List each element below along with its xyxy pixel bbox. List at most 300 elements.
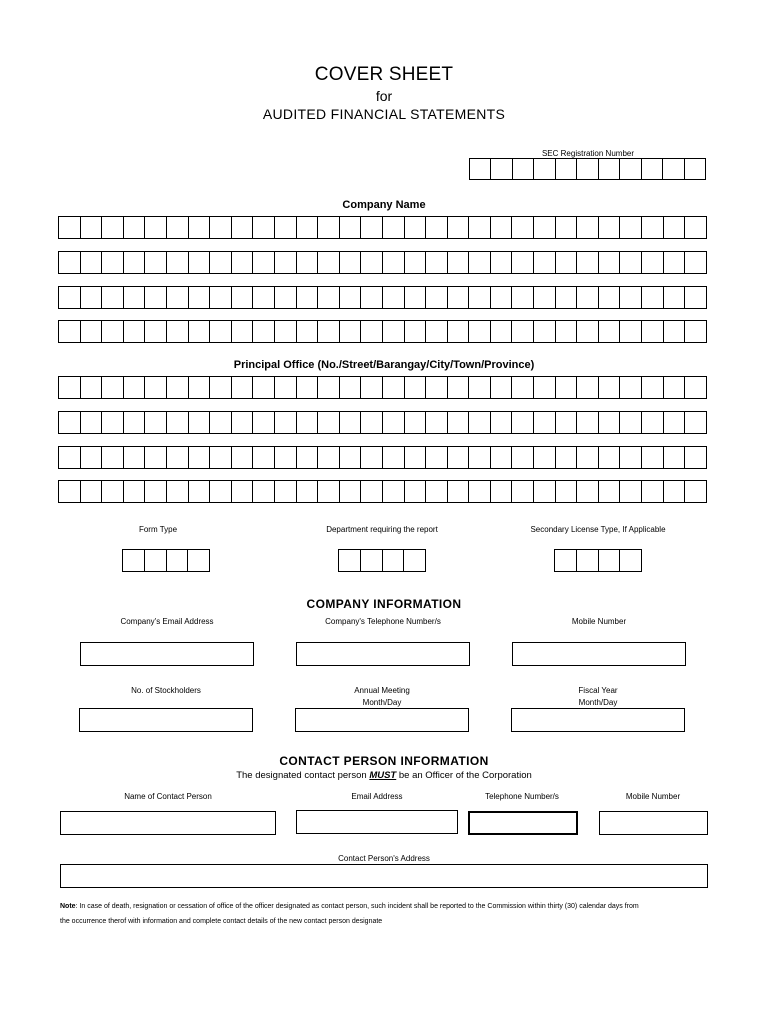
char-cell[interactable] bbox=[297, 481, 319, 502]
contact-address-field[interactable] bbox=[60, 864, 708, 888]
char-cell[interactable] bbox=[124, 447, 146, 468]
char-cell[interactable] bbox=[577, 447, 599, 468]
company-name-row-3[interactable] bbox=[58, 286, 707, 309]
char-cell[interactable] bbox=[124, 287, 146, 308]
char-cell[interactable] bbox=[469, 287, 491, 308]
char-cell[interactable] bbox=[642, 159, 663, 179]
char-cell[interactable] bbox=[642, 412, 664, 433]
char-cell[interactable] bbox=[685, 287, 706, 308]
char-cell[interactable] bbox=[145, 550, 167, 571]
char-cell[interactable] bbox=[664, 481, 686, 502]
char-cell[interactable] bbox=[339, 550, 361, 571]
char-cell[interactable] bbox=[642, 447, 664, 468]
char-cell[interactable] bbox=[167, 252, 189, 273]
char-cell[interactable] bbox=[555, 550, 577, 571]
char-cell[interactable] bbox=[81, 287, 103, 308]
char-cell[interactable] bbox=[556, 217, 578, 238]
char-cell[interactable] bbox=[642, 321, 664, 342]
char-cell[interactable] bbox=[167, 287, 189, 308]
char-cell[interactable] bbox=[318, 412, 340, 433]
contact-person-note bbox=[0, 770, 768, 781]
char-cell[interactable] bbox=[188, 550, 209, 571]
char-cell[interactable] bbox=[491, 321, 513, 342]
char-cell[interactable] bbox=[210, 252, 232, 273]
char-cell[interactable] bbox=[664, 217, 686, 238]
char-cell[interactable] bbox=[599, 447, 621, 468]
char-cell[interactable] bbox=[404, 550, 425, 571]
char-cell[interactable] bbox=[210, 321, 232, 342]
char-cell[interactable] bbox=[81, 447, 103, 468]
company-telephone-field[interactable] bbox=[296, 642, 470, 666]
char-cell[interactable] bbox=[620, 377, 642, 398]
char-cell[interactable] bbox=[556, 481, 578, 502]
char-cell[interactable] bbox=[512, 412, 534, 433]
char-cell[interactable] bbox=[210, 481, 232, 502]
char-cell[interactable] bbox=[297, 287, 319, 308]
char-cell[interactable] bbox=[663, 159, 684, 179]
char-cell[interactable] bbox=[469, 481, 491, 502]
char-cell[interactable] bbox=[469, 217, 491, 238]
char-cell[interactable] bbox=[405, 377, 427, 398]
char-cell[interactable] bbox=[469, 447, 491, 468]
char-cell[interactable] bbox=[232, 377, 254, 398]
char-cell[interactable] bbox=[383, 447, 405, 468]
char-cell[interactable] bbox=[81, 481, 103, 502]
char-cell[interactable] bbox=[189, 412, 211, 433]
char-cell[interactable] bbox=[599, 287, 621, 308]
char-cell[interactable] bbox=[297, 412, 319, 433]
char-cell[interactable] bbox=[59, 481, 81, 502]
char-cell[interactable] bbox=[340, 377, 362, 398]
char-cell[interactable] bbox=[577, 412, 599, 433]
char-cell[interactable] bbox=[167, 412, 189, 433]
char-cell[interactable] bbox=[361, 447, 383, 468]
char-cell[interactable] bbox=[189, 252, 211, 273]
annual-meeting-field[interactable] bbox=[295, 708, 469, 732]
char-cell[interactable] bbox=[189, 287, 211, 308]
char-cell[interactable] bbox=[297, 217, 319, 238]
principal-office-row-1[interactable] bbox=[58, 376, 707, 399]
char-cell[interactable] bbox=[685, 159, 705, 179]
char-cell[interactable] bbox=[340, 447, 362, 468]
char-cell[interactable] bbox=[275, 377, 297, 398]
char-cell[interactable] bbox=[491, 252, 513, 273]
char-cell[interactable] bbox=[232, 252, 254, 273]
char-cell[interactable] bbox=[512, 377, 534, 398]
company-name-label: Company Name bbox=[342, 199, 426, 211]
char-cell[interactable] bbox=[383, 550, 405, 571]
char-cell[interactable] bbox=[577, 252, 599, 273]
char-cell[interactable] bbox=[620, 447, 642, 468]
char-cell[interactable] bbox=[59, 217, 81, 238]
char-cell[interactable] bbox=[469, 252, 491, 273]
char-cell[interactable] bbox=[102, 217, 124, 238]
char-cell[interactable] bbox=[685, 447, 706, 468]
char-cell[interactable] bbox=[599, 159, 620, 179]
char-cell[interactable] bbox=[275, 287, 297, 308]
char-cell[interactable] bbox=[124, 217, 146, 238]
char-cell[interactable] bbox=[599, 481, 621, 502]
char-cell[interactable] bbox=[275, 481, 297, 502]
char-cell[interactable] bbox=[664, 447, 686, 468]
char-cell[interactable] bbox=[232, 321, 254, 342]
company-mobile-field[interactable] bbox=[512, 642, 686, 666]
char-cell[interactable] bbox=[232, 287, 254, 308]
char-cell[interactable] bbox=[275, 217, 297, 238]
char-cell[interactable] bbox=[512, 287, 534, 308]
char-cell[interactable] bbox=[599, 252, 621, 273]
char-cell[interactable] bbox=[664, 377, 686, 398]
char-cell[interactable] bbox=[340, 217, 362, 238]
char-cell[interactable] bbox=[577, 481, 599, 502]
char-cell[interactable] bbox=[599, 550, 621, 571]
char-cell[interactable] bbox=[253, 321, 275, 342]
char-cell[interactable] bbox=[361, 481, 383, 502]
char-cell[interactable] bbox=[340, 412, 362, 433]
char-cell[interactable] bbox=[361, 550, 383, 571]
char-cell[interactable] bbox=[556, 159, 577, 179]
char-cell[interactable] bbox=[383, 287, 405, 308]
char-cell[interactable] bbox=[405, 412, 427, 433]
char-cell[interactable] bbox=[620, 412, 642, 433]
char-cell[interactable] bbox=[124, 412, 146, 433]
char-cell[interactable] bbox=[534, 412, 556, 433]
char-cell[interactable] bbox=[426, 447, 448, 468]
char-cell[interactable] bbox=[81, 377, 103, 398]
char-cell[interactable] bbox=[405, 447, 427, 468]
page-subtitle-for: for bbox=[375, 88, 393, 104]
company-name-row-2[interactable] bbox=[58, 251, 707, 274]
char-cell[interactable] bbox=[59, 412, 81, 433]
char-cell[interactable] bbox=[145, 447, 167, 468]
char-cell[interactable] bbox=[124, 481, 146, 502]
principal-office-label: Principal Office (No./Street/Barangay/City/Town/Province) bbox=[233, 359, 535, 371]
contact-email-field[interactable] bbox=[296, 810, 458, 834]
footer-note-line2: the occurrence therof with information and complete contact details of the new contact person designate bbox=[60, 918, 383, 925]
char-cell[interactable] bbox=[145, 481, 167, 502]
char-cell[interactable] bbox=[210, 287, 232, 308]
secondary-license-field[interactable] bbox=[554, 549, 642, 572]
contact-telephone-field[interactable] bbox=[468, 811, 578, 835]
char-cell[interactable] bbox=[512, 217, 534, 238]
annual-meeting-label: Annual Meeting bbox=[354, 686, 410, 695]
char-cell[interactable] bbox=[534, 159, 555, 179]
char-cell[interactable] bbox=[620, 287, 642, 308]
char-cell[interactable] bbox=[81, 217, 103, 238]
sec-registration-field[interactable] bbox=[469, 158, 706, 180]
principal-office-row-2[interactable] bbox=[58, 411, 707, 434]
char-cell[interactable] bbox=[253, 252, 275, 273]
char-cell[interactable] bbox=[491, 217, 513, 238]
char-cell[interactable] bbox=[577, 550, 599, 571]
char-cell[interactable] bbox=[556, 412, 578, 433]
char-cell[interactable] bbox=[620, 217, 642, 238]
char-cell[interactable] bbox=[599, 412, 621, 433]
char-cell[interactable] bbox=[599, 377, 621, 398]
char-cell[interactable] bbox=[426, 321, 448, 342]
char-cell[interactable] bbox=[167, 481, 189, 502]
char-cell[interactable] bbox=[210, 377, 232, 398]
char-cell[interactable] bbox=[405, 287, 427, 308]
char-cell[interactable] bbox=[512, 321, 534, 342]
char-cell[interactable] bbox=[275, 252, 297, 273]
char-cell[interactable] bbox=[642, 287, 664, 308]
char-cell[interactable] bbox=[167, 321, 189, 342]
char-cell[interactable] bbox=[620, 481, 642, 502]
char-cell[interactable] bbox=[577, 321, 599, 342]
char-cell[interactable] bbox=[448, 217, 470, 238]
department-field[interactable] bbox=[338, 549, 426, 572]
char-cell[interactable] bbox=[405, 217, 427, 238]
char-cell[interactable] bbox=[167, 217, 189, 238]
char-cell[interactable] bbox=[318, 321, 340, 342]
char-cell[interactable] bbox=[383, 377, 405, 398]
char-cell[interactable] bbox=[318, 252, 340, 273]
principal-office-row-3[interactable] bbox=[58, 446, 707, 469]
char-cell[interactable] bbox=[275, 321, 297, 342]
contact-note-suffix: be an Officer of the Corporation bbox=[396, 770, 532, 781]
contact-email-label: Email Address bbox=[351, 792, 403, 801]
char-cell[interactable] bbox=[491, 412, 513, 433]
char-cell[interactable] bbox=[405, 321, 427, 342]
char-cell[interactable] bbox=[210, 412, 232, 433]
char-cell[interactable] bbox=[491, 287, 513, 308]
char-cell[interactable] bbox=[664, 252, 686, 273]
principal-office-row-4[interactable] bbox=[58, 480, 707, 503]
char-cell[interactable] bbox=[577, 377, 599, 398]
char-cell[interactable] bbox=[469, 377, 491, 398]
char-cell[interactable] bbox=[448, 447, 470, 468]
char-cell[interactable] bbox=[664, 412, 686, 433]
char-cell[interactable] bbox=[383, 481, 405, 502]
char-cell[interactable] bbox=[189, 217, 211, 238]
contact-telephone-label: Telephone Number/s bbox=[485, 792, 559, 801]
char-cell[interactable] bbox=[253, 412, 275, 433]
char-cell[interactable] bbox=[534, 481, 556, 502]
char-cell[interactable] bbox=[297, 252, 319, 273]
char-cell[interactable] bbox=[59, 287, 81, 308]
char-cell[interactable] bbox=[620, 159, 641, 179]
char-cell[interactable] bbox=[361, 412, 383, 433]
char-cell[interactable] bbox=[81, 321, 103, 342]
char-cell[interactable] bbox=[318, 217, 340, 238]
char-cell[interactable] bbox=[297, 321, 319, 342]
char-cell[interactable] bbox=[534, 287, 556, 308]
char-cell[interactable] bbox=[534, 252, 556, 273]
char-cell[interactable] bbox=[383, 217, 405, 238]
char-cell[interactable] bbox=[426, 287, 448, 308]
char-cell[interactable] bbox=[253, 217, 275, 238]
contact-mobile-field[interactable] bbox=[599, 811, 708, 835]
footer-note-line1: : In case of death, resignation or cessation of office of the officer designated as contact person, such incident shall be reported to the Commission within thirty (30) calendar days from bbox=[75, 903, 639, 910]
char-cell[interactable] bbox=[340, 481, 362, 502]
char-cell[interactable] bbox=[534, 377, 556, 398]
company-name-row-4[interactable] bbox=[58, 320, 707, 343]
form-type-field[interactable] bbox=[122, 549, 210, 572]
char-cell[interactable] bbox=[318, 287, 340, 308]
char-cell[interactable] bbox=[448, 377, 470, 398]
char-cell[interactable] bbox=[123, 550, 145, 571]
char-cell[interactable] bbox=[361, 217, 383, 238]
char-cell[interactable] bbox=[620, 252, 642, 273]
char-cell[interactable] bbox=[469, 412, 491, 433]
char-cell[interactable] bbox=[253, 287, 275, 308]
char-cell[interactable] bbox=[556, 447, 578, 468]
char-cell[interactable] bbox=[275, 447, 297, 468]
char-cell[interactable] bbox=[599, 217, 621, 238]
char-cell[interactable] bbox=[685, 481, 706, 502]
char-cell[interactable] bbox=[426, 252, 448, 273]
char-cell[interactable] bbox=[102, 447, 124, 468]
char-cell[interactable] bbox=[167, 550, 189, 571]
char-cell[interactable] bbox=[59, 377, 81, 398]
char-cell[interactable] bbox=[253, 481, 275, 502]
char-cell[interactable] bbox=[469, 321, 491, 342]
char-cell[interactable] bbox=[383, 252, 405, 273]
char-cell[interactable] bbox=[361, 252, 383, 273]
char-cell[interactable] bbox=[145, 287, 167, 308]
char-cell[interactable] bbox=[232, 447, 254, 468]
char-cell[interactable] bbox=[512, 447, 534, 468]
contact-name-field[interactable] bbox=[60, 811, 276, 835]
char-cell[interactable] bbox=[491, 481, 513, 502]
page-subtitle-main: AUDITED FINANCIAL STATEMENTS bbox=[262, 106, 506, 122]
fiscal-year-field[interactable] bbox=[511, 708, 685, 732]
char-cell[interactable] bbox=[340, 321, 362, 342]
char-cell[interactable] bbox=[383, 412, 405, 433]
char-cell[interactable] bbox=[685, 321, 706, 342]
char-cell[interactable] bbox=[189, 481, 211, 502]
char-cell[interactable] bbox=[145, 217, 167, 238]
secondary-license-label: Secondary License Type, If Applicable bbox=[530, 525, 666, 534]
char-cell[interactable] bbox=[556, 321, 578, 342]
char-cell[interactable] bbox=[685, 377, 706, 398]
char-cell[interactable] bbox=[556, 252, 578, 273]
char-cell[interactable] bbox=[81, 252, 103, 273]
char-cell[interactable] bbox=[102, 252, 124, 273]
char-cell[interactable] bbox=[642, 377, 664, 398]
char-cell[interactable] bbox=[210, 447, 232, 468]
char-cell[interactable] bbox=[361, 377, 383, 398]
char-cell[interactable] bbox=[297, 447, 319, 468]
char-cell[interactable] bbox=[275, 412, 297, 433]
char-cell[interactable] bbox=[318, 377, 340, 398]
char-cell[interactable] bbox=[685, 217, 706, 238]
char-cell[interactable] bbox=[685, 252, 706, 273]
char-cell[interactable] bbox=[448, 481, 470, 502]
contact-address-label: Contact Person's Address bbox=[338, 854, 430, 863]
char-cell[interactable] bbox=[448, 321, 470, 342]
char-cell[interactable] bbox=[361, 321, 383, 342]
char-cell[interactable] bbox=[405, 481, 427, 502]
char-cell[interactable] bbox=[297, 377, 319, 398]
char-cell[interactable] bbox=[556, 287, 578, 308]
char-cell[interactable] bbox=[620, 321, 642, 342]
char-cell[interactable] bbox=[664, 287, 686, 308]
char-cell[interactable] bbox=[405, 252, 427, 273]
char-cell[interactable] bbox=[426, 217, 448, 238]
char-cell[interactable] bbox=[664, 321, 686, 342]
char-cell[interactable] bbox=[534, 217, 556, 238]
char-cell[interactable] bbox=[620, 550, 641, 571]
char-cell[interactable] bbox=[448, 287, 470, 308]
char-cell[interactable] bbox=[340, 287, 362, 308]
char-cell[interactable] bbox=[145, 412, 167, 433]
char-cell[interactable] bbox=[642, 481, 664, 502]
char-cell[interactable] bbox=[340, 252, 362, 273]
char-cell[interactable] bbox=[253, 377, 275, 398]
char-cell[interactable] bbox=[448, 412, 470, 433]
char-cell[interactable] bbox=[59, 252, 81, 273]
char-cell[interactable] bbox=[189, 321, 211, 342]
char-cell[interactable] bbox=[426, 377, 448, 398]
char-cell[interactable] bbox=[102, 287, 124, 308]
char-cell[interactable] bbox=[232, 217, 254, 238]
char-cell[interactable] bbox=[124, 252, 146, 273]
char-cell[interactable] bbox=[145, 377, 167, 398]
char-cell[interactable] bbox=[361, 287, 383, 308]
char-cell[interactable] bbox=[448, 252, 470, 273]
char-cell[interactable] bbox=[513, 159, 534, 179]
char-cell[interactable] bbox=[642, 252, 664, 273]
footer-note-label: Note bbox=[60, 903, 76, 910]
char-cell[interactable] bbox=[232, 481, 254, 502]
char-cell[interactable] bbox=[102, 412, 124, 433]
char-cell[interactable] bbox=[189, 447, 211, 468]
char-cell[interactable] bbox=[512, 481, 534, 502]
char-cell[interactable] bbox=[102, 481, 124, 502]
char-cell[interactable] bbox=[59, 321, 81, 342]
char-cell[interactable] bbox=[599, 321, 621, 342]
char-cell[interactable] bbox=[491, 377, 513, 398]
char-cell[interactable] bbox=[318, 481, 340, 502]
char-cell[interactable] bbox=[512, 252, 534, 273]
company-name-row-1[interactable] bbox=[58, 216, 707, 239]
char-cell[interactable] bbox=[685, 412, 706, 433]
char-cell[interactable] bbox=[470, 159, 491, 179]
char-cell[interactable] bbox=[426, 412, 448, 433]
char-cell[interactable] bbox=[81, 412, 103, 433]
char-cell[interactable] bbox=[383, 321, 405, 342]
char-cell[interactable] bbox=[124, 321, 146, 342]
char-cell[interactable] bbox=[253, 447, 275, 468]
char-cell[interactable] bbox=[102, 321, 124, 342]
company-email-field[interactable] bbox=[80, 642, 254, 666]
char-cell[interactable] bbox=[556, 377, 578, 398]
char-cell[interactable] bbox=[577, 159, 598, 179]
char-cell[interactable] bbox=[59, 447, 81, 468]
char-cell[interactable] bbox=[318, 447, 340, 468]
char-cell[interactable] bbox=[534, 447, 556, 468]
char-cell[interactable] bbox=[145, 252, 167, 273]
char-cell[interactable] bbox=[534, 321, 556, 342]
char-cell[interactable] bbox=[145, 321, 167, 342]
char-cell[interactable] bbox=[577, 287, 599, 308]
char-cell[interactable] bbox=[102, 377, 124, 398]
char-cell[interactable] bbox=[167, 447, 189, 468]
char-cell[interactable] bbox=[426, 481, 448, 502]
char-cell[interactable] bbox=[210, 217, 232, 238]
char-cell[interactable] bbox=[189, 377, 211, 398]
char-cell[interactable] bbox=[642, 217, 664, 238]
char-cell[interactable] bbox=[232, 412, 254, 433]
char-cell[interactable] bbox=[124, 377, 146, 398]
char-cell[interactable] bbox=[167, 377, 189, 398]
char-cell[interactable] bbox=[577, 217, 599, 238]
char-cell[interactable] bbox=[491, 447, 513, 468]
char-cell[interactable] bbox=[491, 159, 512, 179]
stockholders-field[interactable] bbox=[79, 708, 253, 732]
